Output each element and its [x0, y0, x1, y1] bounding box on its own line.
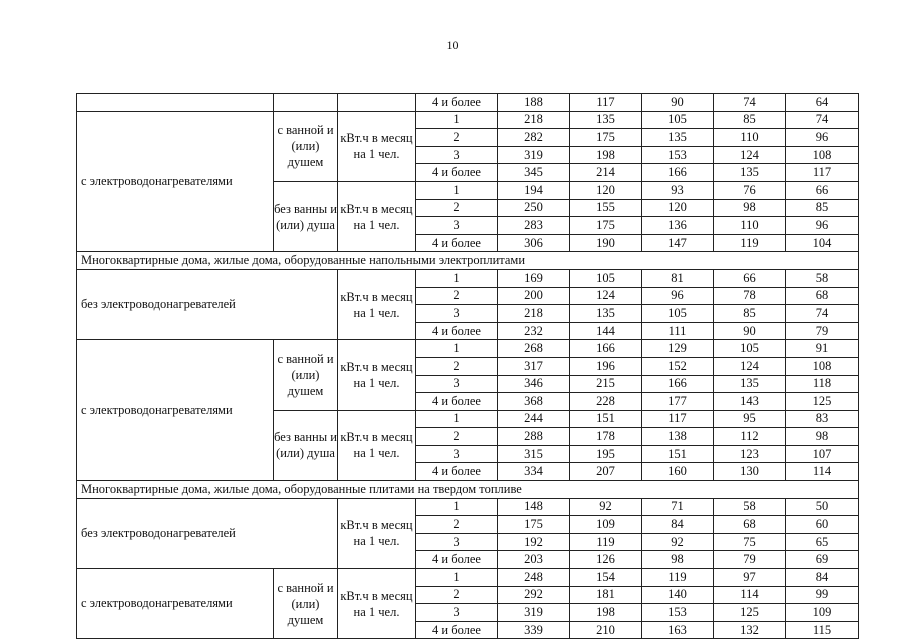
value-cell: 58	[714, 498, 786, 516]
table-row	[77, 569, 859, 587]
table-row	[77, 340, 859, 358]
value-cell: 244	[498, 410, 570, 428]
value-cell: 66	[786, 181, 859, 199]
value-cell: 117	[786, 164, 859, 182]
value-cell: 95	[714, 410, 786, 428]
value-cell: 92	[642, 533, 714, 551]
value-cell: 166	[642, 164, 714, 182]
value-cell: 144	[570, 322, 642, 340]
value-cell: 248	[498, 569, 570, 587]
value-cell: 194	[498, 181, 570, 199]
value-cell: 120	[570, 181, 642, 199]
people-count-cell: 1	[416, 569, 498, 587]
value-cell: 50	[786, 498, 859, 516]
value-cell: 160	[642, 463, 714, 481]
people-count-cell: 2	[416, 199, 498, 217]
table-body	[77, 94, 859, 639]
value-cell: 163	[642, 621, 714, 639]
value-cell: 118	[786, 375, 859, 393]
people-count-cell: 3	[416, 445, 498, 463]
value-cell: 317	[498, 357, 570, 375]
value-cell: 135	[714, 375, 786, 393]
value-cell: 152	[642, 357, 714, 375]
section-header-row	[77, 252, 859, 270]
value-cell: 196	[570, 357, 642, 375]
people-count-cell: 1	[416, 269, 498, 287]
people-count-cell: 4 и более	[416, 621, 498, 639]
people-count-cell: 4 и более	[416, 322, 498, 340]
people-count-cell: 1	[416, 111, 498, 129]
value-cell: 125	[786, 393, 859, 411]
value-cell: 83	[786, 410, 859, 428]
value-cell: 85	[786, 199, 859, 217]
value-cell: 135	[642, 129, 714, 147]
people-count-cell: 1	[416, 410, 498, 428]
subcategory-cell: без ванны и (или) душа	[274, 410, 338, 480]
people-count-cell: 4 и более	[416, 234, 498, 252]
unit-cell: кВт.ч в месяц на 1 чел.	[338, 498, 416, 568]
value-cell: 90	[714, 322, 786, 340]
people-count-cell: 1	[416, 498, 498, 516]
value-cell: 218	[498, 111, 570, 129]
value-cell: 104	[786, 234, 859, 252]
value-cell: 334	[498, 463, 570, 481]
consumption-norms-table	[76, 93, 859, 639]
people-count-cell: 3	[416, 533, 498, 551]
people-count-cell: 2	[416, 129, 498, 147]
people-count-cell: 4 и более	[416, 393, 498, 411]
people-count-cell: 4 и более	[416, 164, 498, 182]
blank-cell	[274, 94, 338, 112]
value-cell: 74	[714, 94, 786, 112]
value-cell: 148	[498, 498, 570, 516]
table-row	[77, 94, 859, 112]
value-cell: 111	[642, 322, 714, 340]
unit-cell: кВт.ч в месяц на 1 чел.	[338, 181, 416, 251]
value-cell: 69	[786, 551, 859, 569]
value-cell: 120	[642, 199, 714, 217]
people-count-cell: 2	[416, 428, 498, 446]
value-cell: 105	[642, 111, 714, 129]
unit-cell: кВт.ч в месяц на 1 чел.	[338, 269, 416, 339]
value-cell: 105	[570, 269, 642, 287]
value-cell: 75	[714, 533, 786, 551]
value-cell: 147	[642, 234, 714, 252]
value-cell: 78	[714, 287, 786, 305]
value-cell: 124	[714, 357, 786, 375]
table-row	[77, 498, 859, 516]
value-cell: 132	[714, 621, 786, 639]
value-cell: 92	[570, 498, 642, 516]
subcategory-cell: с ванной и (или) душем	[274, 340, 338, 410]
value-cell: 198	[570, 604, 642, 622]
value-cell: 119	[642, 569, 714, 587]
people-count-cell: 2	[416, 586, 498, 604]
value-cell: 117	[642, 410, 714, 428]
value-cell: 81	[642, 269, 714, 287]
value-cell: 96	[642, 287, 714, 305]
value-cell: 123	[714, 445, 786, 463]
value-cell: 97	[714, 569, 786, 587]
value-cell: 151	[642, 445, 714, 463]
value-cell: 98	[642, 551, 714, 569]
value-cell: 135	[570, 111, 642, 129]
value-cell: 151	[570, 410, 642, 428]
value-cell: 58	[786, 269, 859, 287]
value-cell: 138	[642, 428, 714, 446]
unit-cell: кВт.ч в месяц на 1 чел.	[338, 410, 416, 480]
value-cell: 339	[498, 621, 570, 639]
category-cell: с электроводонагревателями	[77, 111, 274, 252]
value-cell: 107	[786, 445, 859, 463]
value-cell: 90	[642, 94, 714, 112]
value-cell: 143	[714, 393, 786, 411]
value-cell: 319	[498, 604, 570, 622]
value-cell: 74	[786, 111, 859, 129]
value-cell: 140	[642, 586, 714, 604]
value-cell: 114	[786, 463, 859, 481]
category-cell: без электроводонагревателей	[77, 498, 338, 568]
section-title: Многоквартирные дома, жилые дома, оборудованные напольными электроплитами	[77, 252, 859, 270]
value-cell: 114	[714, 586, 786, 604]
value-cell: 200	[498, 287, 570, 305]
value-cell: 190	[570, 234, 642, 252]
value-cell: 108	[786, 357, 859, 375]
people-count-cell: 3	[416, 375, 498, 393]
people-count-cell: 1	[416, 340, 498, 358]
value-cell: 98	[786, 428, 859, 446]
value-cell: 112	[714, 428, 786, 446]
value-cell: 368	[498, 393, 570, 411]
value-cell: 283	[498, 217, 570, 235]
blank-cell	[338, 94, 416, 112]
value-cell: 136	[642, 217, 714, 235]
value-cell: 315	[498, 445, 570, 463]
value-cell: 115	[786, 621, 859, 639]
value-cell: 203	[498, 551, 570, 569]
category-cell: с электроводонагревателями	[77, 340, 274, 481]
people-count-cell: 3	[416, 146, 498, 164]
people-count-cell: 4 и более	[416, 551, 498, 569]
value-cell: 98	[714, 199, 786, 217]
value-cell: 66	[714, 269, 786, 287]
table-row	[77, 269, 859, 287]
value-cell: 110	[714, 129, 786, 147]
people-count-cell: 1	[416, 181, 498, 199]
value-cell: 292	[498, 586, 570, 604]
value-cell: 108	[786, 146, 859, 164]
value-cell: 76	[714, 181, 786, 199]
value-cell: 105	[714, 340, 786, 358]
value-cell: 99	[786, 586, 859, 604]
value-cell: 129	[642, 340, 714, 358]
value-cell: 85	[714, 111, 786, 129]
value-cell: 68	[714, 516, 786, 534]
value-cell: 319	[498, 146, 570, 164]
value-cell: 135	[570, 305, 642, 323]
blank-cell	[77, 94, 274, 112]
value-cell: 232	[498, 322, 570, 340]
people-count-cell: 2	[416, 287, 498, 305]
section-title: Многоквартирные дома, жилые дома, оборудованные плитами на твердом топливе	[77, 481, 859, 499]
value-cell: 110	[714, 217, 786, 235]
value-cell: 228	[570, 393, 642, 411]
subcategory-cell: с ванной и (или) душем	[274, 111, 338, 181]
value-cell: 60	[786, 516, 859, 534]
value-cell: 91	[786, 340, 859, 358]
value-cell: 188	[498, 94, 570, 112]
value-cell: 64	[786, 94, 859, 112]
value-cell: 207	[570, 463, 642, 481]
value-cell: 130	[714, 463, 786, 481]
value-cell: 178	[570, 428, 642, 446]
category-cell: без электроводонагревателей	[77, 269, 338, 339]
table-row	[77, 111, 859, 129]
value-cell: 169	[498, 269, 570, 287]
value-cell: 105	[642, 305, 714, 323]
value-cell: 215	[570, 375, 642, 393]
value-cell: 282	[498, 129, 570, 147]
value-cell: 346	[498, 375, 570, 393]
value-cell: 218	[498, 305, 570, 323]
people-count-cell: 4 и более	[416, 463, 498, 481]
value-cell: 84	[642, 516, 714, 534]
people-count-cell: 2	[416, 357, 498, 375]
value-cell: 84	[786, 569, 859, 587]
value-cell: 93	[642, 181, 714, 199]
unit-cell: кВт.ч в месяц на 1 чел.	[338, 569, 416, 639]
value-cell: 192	[498, 533, 570, 551]
value-cell: 181	[570, 586, 642, 604]
value-cell: 175	[570, 129, 642, 147]
value-cell: 96	[786, 217, 859, 235]
subcategory-cell: с ванной и (или) душем	[274, 569, 338, 639]
value-cell: 175	[498, 516, 570, 534]
value-cell: 166	[642, 375, 714, 393]
value-cell: 124	[714, 146, 786, 164]
value-cell: 126	[570, 551, 642, 569]
value-cell: 154	[570, 569, 642, 587]
people-count-cell: 3	[416, 217, 498, 235]
value-cell: 153	[642, 146, 714, 164]
value-cell: 85	[714, 305, 786, 323]
value-cell: 306	[498, 234, 570, 252]
unit-cell: кВт.ч в месяц на 1 чел.	[338, 111, 416, 181]
value-cell: 65	[786, 533, 859, 551]
subcategory-cell: без ванны и (или) душа	[274, 181, 338, 251]
value-cell: 345	[498, 164, 570, 182]
value-cell: 71	[642, 498, 714, 516]
section-header-row	[77, 481, 859, 499]
value-cell: 198	[570, 146, 642, 164]
value-cell: 195	[570, 445, 642, 463]
value-cell: 155	[570, 199, 642, 217]
value-cell: 175	[570, 217, 642, 235]
category-cell: с электроводонагревателями	[77, 569, 274, 639]
value-cell: 117	[570, 94, 642, 112]
value-cell: 109	[786, 604, 859, 622]
value-cell: 214	[570, 164, 642, 182]
value-cell: 109	[570, 516, 642, 534]
value-cell: 210	[570, 621, 642, 639]
people-count-cell: 3	[416, 604, 498, 622]
unit-cell: кВт.ч в месяц на 1 чел.	[338, 340, 416, 410]
people-count-cell: 4 и более	[416, 94, 498, 112]
value-cell: 68	[786, 287, 859, 305]
value-cell: 96	[786, 129, 859, 147]
value-cell: 288	[498, 428, 570, 446]
value-cell: 125	[714, 604, 786, 622]
value-cell: 74	[786, 305, 859, 323]
value-cell: 124	[570, 287, 642, 305]
value-cell: 268	[498, 340, 570, 358]
value-cell: 177	[642, 393, 714, 411]
value-cell: 119	[570, 533, 642, 551]
value-cell: 166	[570, 340, 642, 358]
page-number: 10	[446, 38, 459, 52]
value-cell: 79	[714, 551, 786, 569]
value-cell: 135	[714, 164, 786, 182]
value-cell: 79	[786, 322, 859, 340]
value-cell: 250	[498, 199, 570, 217]
people-count-cell: 2	[416, 516, 498, 534]
value-cell: 153	[642, 604, 714, 622]
people-count-cell: 3	[416, 305, 498, 323]
value-cell: 119	[714, 234, 786, 252]
